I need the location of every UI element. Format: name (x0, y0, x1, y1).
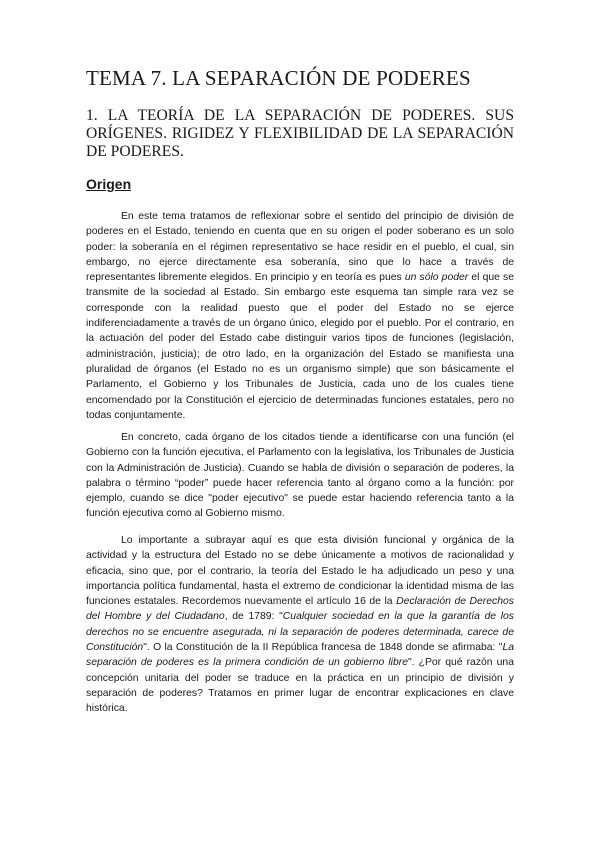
paragraph-3-part-a: Lo importante a subrayar aquí es que esta división funcional y orgánica de la actividad y la estructura del Estado no se debe únicamente a motivos de racionalidad y eficacia, sino que, por el contrario, la teoría del Estado le ha adjudicado un peso y una importancia política fundamental, hasta el extremo de condicionar la identidad misma de las funciones estatales. Recordemos nuevamente el artículo 16 de la (86, 535, 514, 608)
paragraph-1-part-c: el que se transmite de la sociedad al Estado. Sin embargo este esquema tan simple rara vez se corresponde con la realidad puesto que el poder del Estado no se ejerce indiferenciadamente a través de un órgano único, elegido por el pueblo. Por el contrario, en la actuación del poder del Estado cabe distinguir varios tipos de funciones (legislación, administración, justicia); de otro lado, en la organización del Estado se manifiesta una pluralidad de órganos (el Estado no es un organismo simple) que son básicamente el Parlamento, el Gobierno y los Tribunales de Justicia, cada uno de los cuales tiene encomendado por la Constitución el ejercicio de determinadas funciones estatales, pero no todas conjuntamente. (86, 272, 515, 421)
paragraph-2-text: En concreto, cada órgano de los citados tiende a identificarse con una función (el Gobierno con la función ejecutiva, el Parlamento con la legislativa, los Tribunales de Justicia con la Administración de Justicia). Cuando se habla de división o separación de poderes, la palabra o término “poder” puede hacer referencia tanto al órgano como a la función: por ejemplo, cuando se dice "poder ejecutivo" se puede estar haciendo referencia tanto a la función ejecutiva como al Gobierno mismo. (86, 432, 514, 520)
paragraph-2 (86, 430, 514, 522)
article-16-quote: Cualquier sociedad en la que la garantía de los derechos no se encuentre asegurada, ni la separación de poderes determinada, carece de Constitución (86, 611, 515, 654)
paragraph-3-part-c: , de 1789: " (224, 611, 283, 623)
paragraph-3 (86, 533, 514, 717)
paragraph-1-part-a: En este tema tratamos de reflexionar sobre el sentido del principio de división de poderes en el Estado, teniendo en cuenta que en su origen el poder soberano es un solo poder: la soberanía en el régimen representativo se hace residir en el pueblo, el cual, sin embargo, no ejerce directamente esa soberanía, sino que lo hace a través de representantes libremente elegidos. En principio y en teoría es pues (86, 211, 514, 284)
paragraph-3-part-g: ". ¿Por qué razón una concepción unitaria del poder se traduce en la práctica en un principio de división y separación de poderes? Tratamos en primer lugar de encontrar explicaciones en clave histórica. (86, 657, 514, 715)
paragraph-3-part-e: ". O la Constitución de la II República francesa de 1848 donde se afirmaba: " (143, 642, 503, 654)
declaration-title: Declaración de Derechos del Hombre y del Ciudadano (86, 596, 514, 623)
paragraph-1 (86, 209, 514, 423)
section-heading-origen: Origen (86, 176, 132, 192)
paragraph-1-emphasis: un sólo poder (404, 272, 469, 284)
constitution-1848-quote: La separación de poderes es la primera condición de un gobierno libre (86, 642, 514, 669)
document-title: TEMA 7. LA SEPARACIÓN DE PODERES (86, 66, 471, 90)
section-subtitle: 1. LA TEORÍA DE LA SEPARACIÓN DE PODERES. SUS ORÍGENES. RIGIDEZ Y FLEXIBILIDAD DE LA SEPARACIÓN DE PODERES. (86, 107, 514, 160)
